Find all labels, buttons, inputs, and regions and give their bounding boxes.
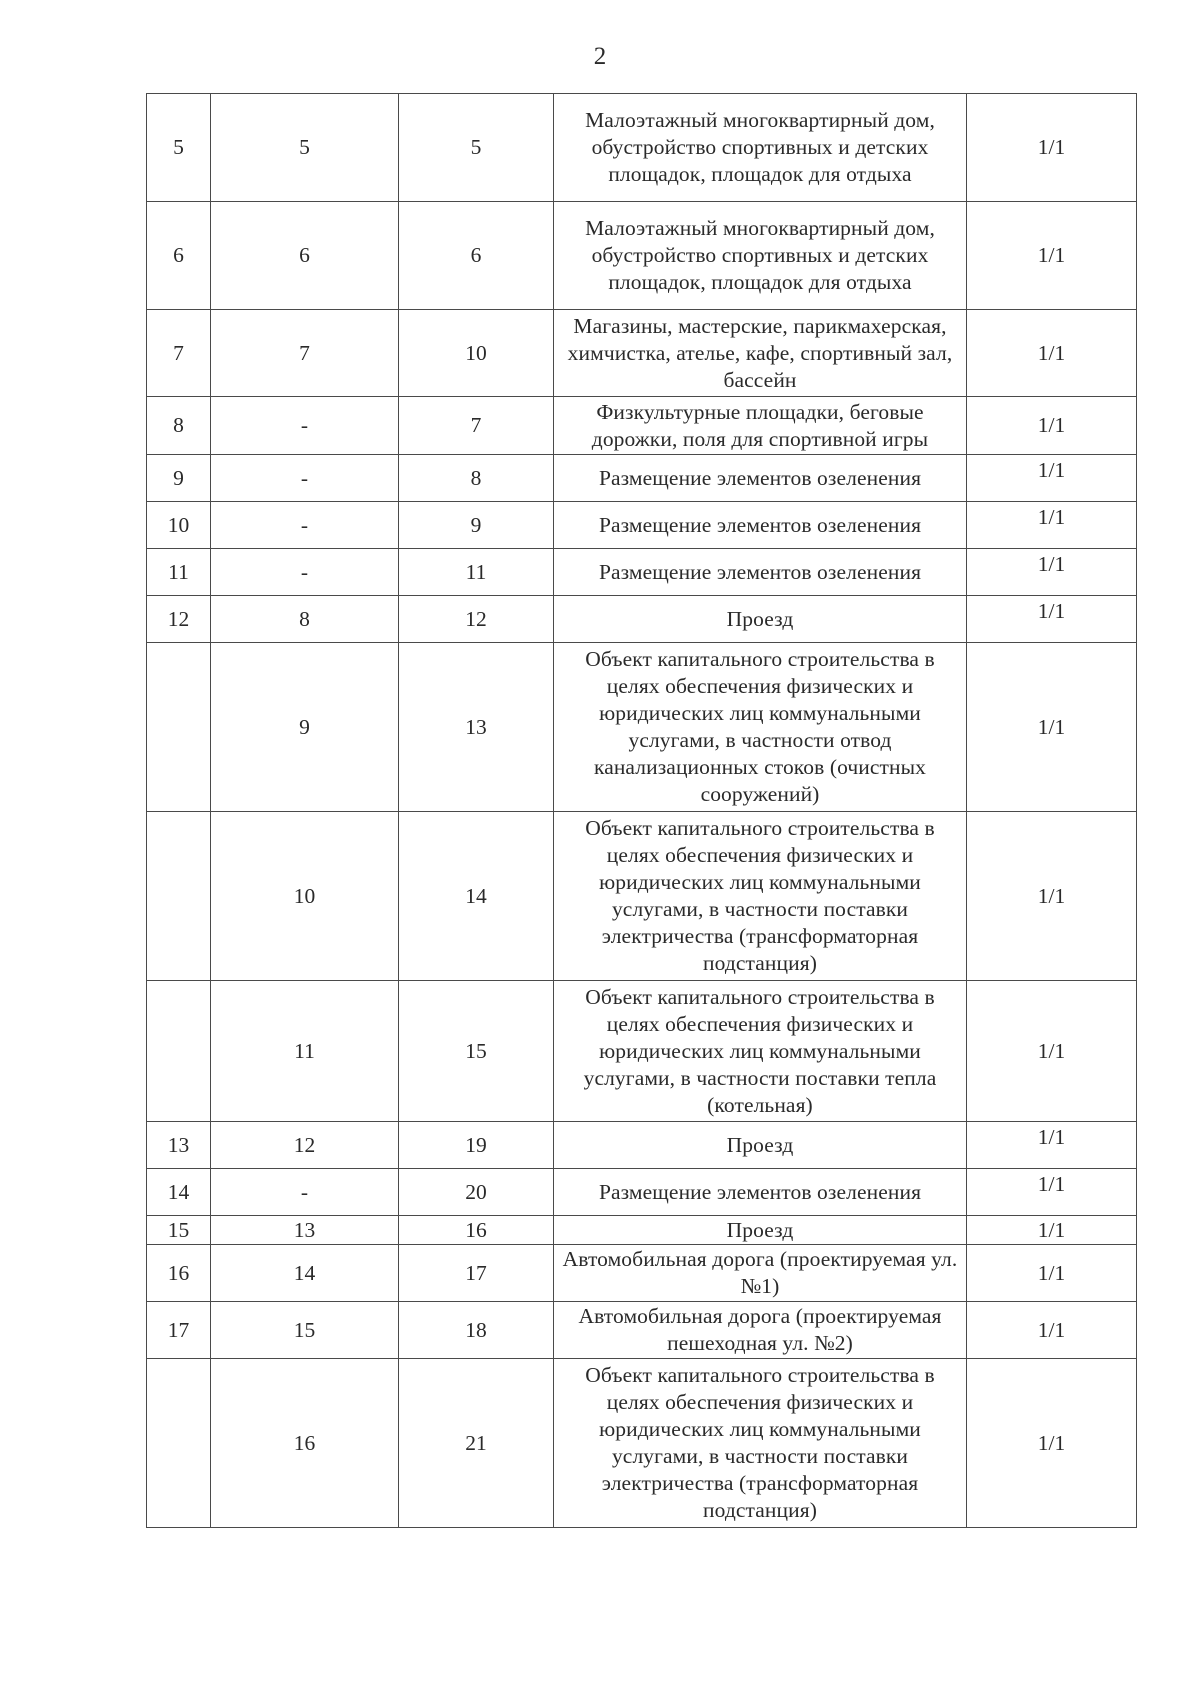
plot-number-cell: 9 (399, 502, 554, 549)
ratio-cell: 1/1 (967, 1245, 1137, 1302)
row-number-cell (147, 812, 211, 981)
ratio-cell: 1/1 (967, 1216, 1137, 1245)
land-use-description-cell: Размещение элементов озеленения (554, 502, 967, 549)
row-number-cell: 11 (147, 549, 211, 596)
table-row (147, 502, 1137, 549)
row-number-cell (147, 643, 211, 812)
ratio-cell: 1/1 (967, 643, 1137, 812)
table-row (147, 1245, 1137, 1302)
ratio-cell: 1/1 (967, 1169, 1137, 1216)
table-row (147, 310, 1137, 397)
land-use-description-cell: Размещение элементов озеленения (554, 549, 967, 596)
land-use-description-cell: Магазины, мастерские, парикмахерская, химчистка, ателье, кафе, спортивный зал, бассейн (554, 310, 967, 397)
land-use-description-cell: Малоэтажный многоквартирный дом, обустройство спортивных и детских площадок, площадок для отдыха (554, 94, 967, 202)
old-plot-number-cell: 8 (211, 596, 399, 643)
table-row (147, 1216, 1137, 1245)
table-row (147, 643, 1137, 812)
old-plot-number-cell: 16 (211, 1359, 399, 1528)
old-plot-number-cell: 6 (211, 202, 399, 310)
row-number-cell: 6 (147, 202, 211, 310)
plot-number-cell: 14 (399, 812, 554, 981)
table-row (147, 1169, 1137, 1216)
old-plot-number-cell: 12 (211, 1122, 399, 1169)
ratio-cell: 1/1 (967, 1122, 1137, 1169)
land-use-description-cell: Физкультурные площадки, беговые дорожки, поля для спортивной игры (554, 397, 967, 455)
land-use-description-cell: Проезд (554, 596, 967, 643)
row-number-cell: 16 (147, 1245, 211, 1302)
table-row (147, 1359, 1137, 1528)
old-plot-number-cell: - (211, 455, 399, 502)
plot-number-cell: 19 (399, 1122, 554, 1169)
zoning-table (146, 93, 1137, 1528)
ratio-cell: 1/1 (967, 596, 1137, 643)
ratio-cell: 1/1 (967, 94, 1137, 202)
plot-number-cell: 7 (399, 397, 554, 455)
plot-number-cell: 12 (399, 596, 554, 643)
ratio-cell: 1/1 (967, 310, 1137, 397)
row-number-cell: 10 (147, 502, 211, 549)
land-use-description-cell: Размещение элементов озеленения (554, 1169, 967, 1216)
land-use-description-cell: Автомобильная дорога (проектируемая ул. №1) (554, 1245, 967, 1302)
plot-number-cell: 15 (399, 981, 554, 1122)
row-number-cell: 14 (147, 1169, 211, 1216)
old-plot-number-cell: 5 (211, 94, 399, 202)
plot-number-cell: 11 (399, 549, 554, 596)
plot-number-cell: 10 (399, 310, 554, 397)
plot-number-cell: 17 (399, 1245, 554, 1302)
land-use-description-cell: Проезд (554, 1216, 967, 1245)
table-row (147, 202, 1137, 310)
land-use-description-cell: Объект капитального строительства в целях обеспечения физических и юридических лиц коммунальными услугами, в частности отвод канализационных стоков (очистных сооружений) (554, 643, 967, 812)
land-use-description-cell: Объект капитального строительства в целях обеспечения физических и юридических лиц коммунальными услугами, в частности поставки электричества (трансформаторная подстанция) (554, 812, 967, 981)
old-plot-number-cell: 14 (211, 1245, 399, 1302)
table-row (147, 596, 1137, 643)
ratio-cell: 1/1 (967, 549, 1137, 596)
table-row (147, 397, 1137, 455)
row-number-cell: 12 (147, 596, 211, 643)
old-plot-number-cell: 9 (211, 643, 399, 812)
land-use-description-cell: Малоэтажный многоквартирный дом, обустройство спортивных и детских площадок, площадок для отдыха (554, 202, 967, 310)
land-use-description-cell: Проезд (554, 1122, 967, 1169)
row-number-cell: 15 (147, 1216, 211, 1245)
row-number-cell: 5 (147, 94, 211, 202)
page-number: 2 (593, 43, 607, 70)
ratio-cell: 1/1 (967, 1302, 1137, 1359)
ratio-cell: 1/1 (967, 1359, 1137, 1528)
row-number-cell (147, 981, 211, 1122)
land-use-description-cell: Автомобильная дорога (проектируемая пешеходная ул. №2) (554, 1302, 967, 1359)
ratio-cell: 1/1 (967, 455, 1137, 502)
land-use-description-cell: Объект капитального строительства в целях обеспечения физических и юридических лиц коммунальными услугами, в частности поставки электричества (трансформаторная подстанция) (554, 1359, 967, 1528)
row-number-cell: 17 (147, 1302, 211, 1359)
plot-number-cell: 21 (399, 1359, 554, 1528)
table-row (147, 1302, 1137, 1359)
table-row (147, 549, 1137, 596)
ratio-cell: 1/1 (967, 981, 1137, 1122)
plot-number-cell: 18 (399, 1302, 554, 1359)
old-plot-number-cell: - (211, 549, 399, 596)
table-row (147, 1122, 1137, 1169)
row-number-cell: 8 (147, 397, 211, 455)
table-row (147, 94, 1137, 202)
table-row (147, 981, 1137, 1122)
plot-number-cell: 8 (399, 455, 554, 502)
old-plot-number-cell: 15 (211, 1302, 399, 1359)
plot-number-cell: 5 (399, 94, 554, 202)
plot-number-cell: 16 (399, 1216, 554, 1245)
plot-number-cell: 20 (399, 1169, 554, 1216)
ratio-cell: 1/1 (967, 502, 1137, 549)
old-plot-number-cell: - (211, 397, 399, 455)
table-row (147, 455, 1137, 502)
old-plot-number-cell: 10 (211, 812, 399, 981)
row-number-cell: 9 (147, 455, 211, 502)
plot-number-cell: 6 (399, 202, 554, 310)
old-plot-number-cell: 13 (211, 1216, 399, 1245)
ratio-cell: 1/1 (967, 397, 1137, 455)
row-number-cell: 13 (147, 1122, 211, 1169)
old-plot-number-cell: 7 (211, 310, 399, 397)
table-row (147, 812, 1137, 981)
old-plot-number-cell: - (211, 502, 399, 549)
ratio-cell: 1/1 (967, 812, 1137, 981)
old-plot-number-cell: 11 (211, 981, 399, 1122)
land-use-description-cell: Размещение элементов озеленения (554, 455, 967, 502)
row-number-cell (147, 1359, 211, 1528)
old-plot-number-cell: - (211, 1169, 399, 1216)
row-number-cell: 7 (147, 310, 211, 397)
land-use-description-cell: Объект капитального строительства в целях обеспечения физических и юридических лиц коммунальными услугами, в частности поставки тепла (котельная) (554, 981, 967, 1122)
plot-number-cell: 13 (399, 643, 554, 812)
ratio-cell: 1/1 (967, 202, 1137, 310)
